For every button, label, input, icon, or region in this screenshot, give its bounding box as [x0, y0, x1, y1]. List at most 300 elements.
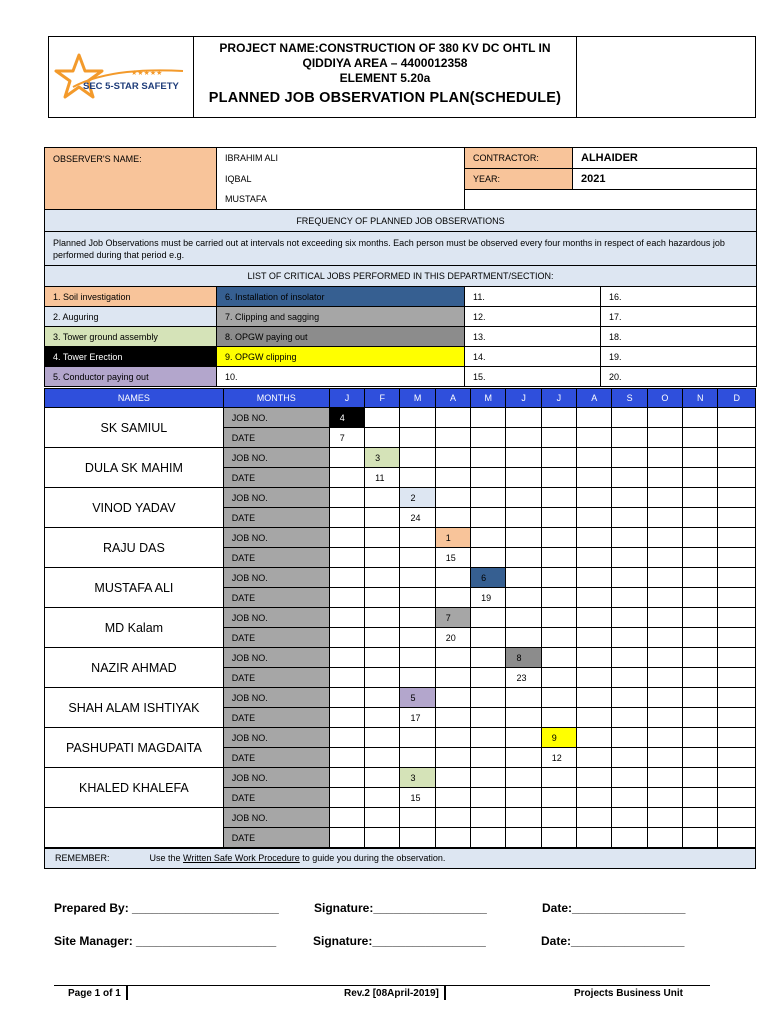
critical-job-19: 19. [601, 347, 757, 367]
date-cell[interactable] [718, 508, 756, 528]
date-cell[interactable] [435, 828, 470, 848]
job-cell[interactable] [329, 728, 364, 748]
date-cell[interactable] [683, 548, 718, 568]
signature-line-1[interactable]: Signature:_________________ [314, 901, 487, 915]
job-no-label: JOB NO. [223, 728, 329, 748]
date-cell[interactable]: 24 [400, 508, 435, 528]
job-cell[interactable] [541, 768, 576, 788]
job-cell[interactable] [329, 768, 364, 788]
date-cell[interactable]: 17 [400, 708, 435, 728]
date-cell[interactable] [612, 428, 647, 448]
date-cell[interactable] [683, 428, 718, 448]
date-cell[interactable] [329, 508, 364, 528]
person-name: PASHUPATI MAGDAITA [45, 728, 224, 768]
date-cell[interactable] [683, 628, 718, 648]
date-cell[interactable] [577, 508, 612, 528]
date-cell[interactable] [647, 788, 682, 808]
job-cell[interactable] [612, 448, 647, 468]
date-cell[interactable] [541, 468, 576, 488]
date-cell[interactable] [506, 788, 541, 808]
job-cell[interactable] [365, 768, 400, 788]
job-cell[interactable] [400, 568, 435, 588]
date-cell[interactable] [647, 468, 682, 488]
job-cell[interactable] [400, 648, 435, 668]
date-cell[interactable] [577, 588, 612, 608]
job-cell[interactable] [329, 448, 364, 468]
date-cell[interactable] [365, 788, 400, 808]
date-cell[interactable] [329, 708, 364, 728]
date-cell[interactable] [647, 628, 682, 648]
date-cell[interactable] [471, 668, 506, 688]
date-cell[interactable] [718, 668, 756, 688]
job-cell[interactable] [612, 728, 647, 748]
date-cell[interactable] [541, 708, 576, 728]
date-cell[interactable] [435, 708, 470, 728]
job-cell[interactable] [683, 528, 718, 548]
blank-cell [465, 190, 757, 210]
date-cell[interactable] [683, 708, 718, 728]
job-cell[interactable] [683, 768, 718, 788]
project-title-cell [194, 37, 577, 117]
date-cell[interactable] [471, 428, 506, 448]
date-cell[interactable] [435, 588, 470, 608]
job-cell[interactable] [577, 568, 612, 588]
job-cell[interactable] [577, 688, 612, 708]
job-row [45, 528, 756, 548]
job-cell[interactable] [506, 568, 541, 588]
job-cell[interactable] [506, 408, 541, 428]
person-name: DULA SK MAHIM [45, 448, 224, 488]
date-cell[interactable] [365, 828, 400, 848]
observer-name-3: MUSTAFA [217, 190, 465, 210]
date-cell[interactable] [577, 708, 612, 728]
job-cell[interactable] [718, 568, 756, 588]
critical-job-17: 17. [601, 307, 757, 327]
job-cell[interactable] [683, 448, 718, 468]
job-cell[interactable] [400, 448, 435, 468]
date-cell[interactable] [541, 508, 576, 528]
months-header: MONTHS [223, 389, 329, 408]
job-cell[interactable] [718, 808, 756, 828]
job-cell[interactable] [329, 808, 364, 828]
job-cell[interactable] [435, 488, 470, 508]
job-cell[interactable] [647, 488, 682, 508]
job-cell[interactable] [541, 608, 576, 628]
date-cell[interactable] [365, 668, 400, 688]
signature-line-2[interactable]: Signature:_________________ [313, 934, 486, 948]
date-cell[interactable] [506, 828, 541, 848]
date-cell[interactable] [329, 748, 364, 768]
date-cell[interactable] [471, 548, 506, 568]
date-cell[interactable]: 11 [365, 468, 400, 488]
job-cell[interactable] [365, 648, 400, 668]
job-cell[interactable] [541, 408, 576, 428]
job-cell[interactable] [577, 408, 612, 428]
date-cell[interactable] [541, 428, 576, 448]
date-cell[interactable] [400, 468, 435, 488]
job-cell[interactable] [400, 808, 435, 828]
job-cell[interactable] [647, 448, 682, 468]
job-cell[interactable] [471, 768, 506, 788]
date-cell[interactable] [577, 628, 612, 648]
job-cell[interactable] [506, 768, 541, 788]
date-cell[interactable] [612, 468, 647, 488]
remember-label: REMEMBER: [55, 853, 110, 863]
date-cell[interactable] [435, 668, 470, 688]
job-cell[interactable] [541, 488, 576, 508]
date-cell[interactable] [400, 588, 435, 608]
job-cell[interactable] [577, 808, 612, 828]
date-cell[interactable] [577, 428, 612, 448]
job-cell[interactable] [471, 728, 506, 748]
date-cell[interactable] [400, 828, 435, 848]
job-cell[interactable] [365, 688, 400, 708]
date-cell[interactable] [400, 748, 435, 768]
safe-work-procedure-link[interactable]: Written Safe Work Procedure [183, 853, 300, 863]
job-cell[interactable] [329, 648, 364, 668]
job-cell[interactable] [435, 408, 470, 428]
date-cell[interactable] [577, 748, 612, 768]
job-cell[interactable]: 7 [435, 608, 470, 628]
date-cell[interactable] [718, 788, 756, 808]
date-cell[interactable] [435, 788, 470, 808]
job-cell[interactable]: 5 [400, 688, 435, 708]
date-label: DATE [223, 668, 329, 688]
date-cell[interactable] [506, 508, 541, 528]
job-row [45, 648, 756, 668]
date-cell[interactable] [471, 508, 506, 528]
date-cell[interactable] [400, 668, 435, 688]
date-cell[interactable] [365, 508, 400, 528]
date-cell[interactable] [612, 548, 647, 568]
date-cell[interactable] [471, 628, 506, 648]
date-cell[interactable] [541, 668, 576, 688]
job-cell[interactable] [506, 528, 541, 548]
job-cell[interactable] [435, 728, 470, 748]
date-cell[interactable] [647, 668, 682, 688]
job-cell[interactable] [683, 568, 718, 588]
job-cell[interactable] [435, 568, 470, 588]
date-cell[interactable] [718, 548, 756, 568]
date-cell[interactable]: 7 [329, 428, 364, 448]
job-cell[interactable] [647, 688, 682, 708]
date-cell[interactable] [506, 428, 541, 448]
footer-left-mark [126, 986, 128, 1000]
date-cell[interactable] [577, 468, 612, 488]
job-cell[interactable] [506, 688, 541, 708]
job-cell[interactable] [471, 528, 506, 548]
date-cell[interactable] [683, 828, 718, 848]
job-cell[interactable] [718, 688, 756, 708]
job-cell[interactable]: 6 [471, 568, 506, 588]
remember-pre: Use the [149, 853, 184, 863]
date-cell[interactable] [471, 828, 506, 848]
date-cell[interactable]: 20 [435, 628, 470, 648]
job-cell[interactable] [718, 448, 756, 468]
job-cell[interactable] [471, 608, 506, 628]
date-cell[interactable] [718, 708, 756, 728]
date-cell[interactable] [329, 668, 364, 688]
date-cell[interactable] [612, 668, 647, 688]
job-cell[interactable] [647, 808, 682, 828]
job-cell[interactable] [577, 768, 612, 788]
job-cell[interactable] [647, 408, 682, 428]
site-manager-line[interactable]: Site Manager: _____________________ [54, 934, 277, 948]
job-cell[interactable] [577, 728, 612, 748]
date-cell[interactable] [329, 628, 364, 648]
date-cell[interactable] [647, 748, 682, 768]
job-cell[interactable] [683, 648, 718, 668]
job-cell[interactable] [718, 408, 756, 428]
job-cell[interactable] [718, 608, 756, 628]
job-cell[interactable] [471, 488, 506, 508]
job-cell[interactable] [365, 488, 400, 508]
observer-table [44, 147, 757, 387]
grid-header-row [45, 389, 756, 408]
job-cell[interactable] [683, 408, 718, 428]
job-cell[interactable] [612, 768, 647, 788]
job-cell[interactable] [435, 808, 470, 828]
date-cell[interactable] [612, 508, 647, 528]
job-cell[interactable] [612, 608, 647, 628]
job-cell[interactable] [541, 568, 576, 588]
job-cell[interactable] [365, 728, 400, 748]
job-cell[interactable] [506, 608, 541, 628]
date-cell[interactable] [647, 428, 682, 448]
date-cell[interactable] [612, 748, 647, 768]
date-cell[interactable]: 19 [471, 588, 506, 608]
job-cell[interactable] [329, 568, 364, 588]
job-cell[interactable] [506, 488, 541, 508]
date-cell[interactable] [577, 828, 612, 848]
job-cell[interactable] [329, 688, 364, 708]
date-cell[interactable]: 15 [435, 548, 470, 568]
date-cell[interactable] [683, 748, 718, 768]
job-cell[interactable] [577, 648, 612, 668]
logo-cell [49, 37, 194, 117]
date-line-2[interactable]: Date:_________________ [541, 934, 685, 948]
job-cell[interactable] [647, 528, 682, 548]
date-cell[interactable]: 15 [400, 788, 435, 808]
date-cell[interactable] [506, 708, 541, 728]
job-cell[interactable]: 2 [400, 488, 435, 508]
job-cell[interactable] [329, 528, 364, 548]
date-cell[interactable] [329, 468, 364, 488]
critical-job-3: 3. Tower ground assembly [45, 327, 217, 347]
year-value: 2021 [573, 169, 757, 190]
date-cell[interactable] [400, 428, 435, 448]
job-cell[interactable] [612, 408, 647, 428]
job-cell[interactable] [612, 648, 647, 668]
date-cell[interactable] [506, 748, 541, 768]
date-cell[interactable] [435, 748, 470, 768]
date-cell[interactable] [365, 548, 400, 568]
date-cell[interactable] [683, 668, 718, 688]
job-cell[interactable] [683, 608, 718, 628]
job-cell[interactable] [471, 448, 506, 468]
date-cell[interactable] [612, 828, 647, 848]
date-cell[interactable] [718, 468, 756, 488]
job-cell[interactable]: 3 [365, 448, 400, 468]
element-code: ELEMENT 5.20a [339, 71, 431, 85]
date-cell[interactable]: 23 [506, 668, 541, 688]
job-cell[interactable] [647, 728, 682, 748]
date-cell[interactable] [471, 708, 506, 728]
observer-label: OBSERVER'S NAME: [45, 148, 217, 210]
date-cell[interactable] [612, 708, 647, 728]
date-cell[interactable] [506, 588, 541, 608]
person-name [45, 808, 224, 848]
date-cell[interactable] [471, 788, 506, 808]
date-cell[interactable] [577, 668, 612, 688]
date-cell[interactable] [718, 828, 756, 848]
date-cell[interactable] [541, 788, 576, 808]
job-cell[interactable] [718, 528, 756, 548]
job-cell[interactable] [683, 488, 718, 508]
date-cell[interactable] [683, 788, 718, 808]
date-cell[interactable] [435, 468, 470, 488]
job-cell[interactable] [541, 688, 576, 708]
job-cell[interactable] [435, 448, 470, 468]
date-cell[interactable] [647, 508, 682, 528]
date-cell[interactable] [647, 588, 682, 608]
date-cell[interactable] [612, 788, 647, 808]
job-cell[interactable] [683, 728, 718, 748]
job-cell[interactable] [471, 648, 506, 668]
date-cell[interactable] [541, 588, 576, 608]
job-cell[interactable] [718, 648, 756, 668]
date-cell[interactable] [400, 628, 435, 648]
job-cell[interactable] [612, 528, 647, 548]
date-cell[interactable] [612, 588, 647, 608]
date-cell[interactable] [435, 428, 470, 448]
date-cell[interactable] [718, 628, 756, 648]
job-cell[interactable] [471, 688, 506, 708]
prepared-by-line[interactable]: Prepared By: ______________________ [54, 901, 279, 915]
job-cell[interactable] [612, 808, 647, 828]
date-cell[interactable] [577, 548, 612, 568]
job-cell[interactable] [647, 768, 682, 788]
date-cell[interactable] [506, 628, 541, 648]
job-cell[interactable] [718, 768, 756, 788]
date-cell[interactable] [506, 548, 541, 568]
job-cell[interactable] [541, 808, 576, 828]
job-cell[interactable]: 8 [506, 648, 541, 668]
job-cell[interactable] [506, 808, 541, 828]
job-cell[interactable]: 3 [400, 768, 435, 788]
job-cell[interactable] [329, 488, 364, 508]
date-label: DATE [223, 788, 329, 808]
date-cell[interactable] [541, 828, 576, 848]
job-row [45, 808, 756, 828]
date-cell[interactable] [577, 788, 612, 808]
date-cell[interactable] [329, 548, 364, 568]
job-cell[interactable] [718, 728, 756, 748]
date-cell[interactable] [541, 548, 576, 568]
date-label: DATE [223, 828, 329, 848]
revision: Rev.2 [08April-2019] [344, 988, 439, 999]
job-cell[interactable] [400, 528, 435, 548]
date-cell[interactable] [683, 468, 718, 488]
job-cell[interactable] [400, 728, 435, 748]
job-cell[interactable] [577, 488, 612, 508]
job-cell[interactable] [400, 408, 435, 428]
date-cell[interactable] [541, 628, 576, 648]
date-cell[interactable] [683, 588, 718, 608]
date-cell[interactable]: 12 [541, 748, 576, 768]
date-cell[interactable] [329, 788, 364, 808]
job-cell[interactable] [506, 728, 541, 748]
date-cell[interactable] [718, 588, 756, 608]
date-cell[interactable] [365, 588, 400, 608]
date-cell[interactable] [506, 468, 541, 488]
job-cell[interactable] [647, 568, 682, 588]
date-cell[interactable] [612, 628, 647, 648]
job-cell[interactable] [612, 568, 647, 588]
job-cell[interactable] [365, 528, 400, 548]
job-cell[interactable] [683, 688, 718, 708]
job-cell[interactable] [541, 528, 576, 548]
job-cell[interactable] [647, 608, 682, 628]
date-cell[interactable] [329, 588, 364, 608]
job-no-label: JOB NO. [223, 488, 329, 508]
project-name-line1: PROJECT NAME:CONSTRUCTION OF 380 KV DC OHTL IN [219, 41, 551, 55]
date-cell[interactable] [718, 428, 756, 448]
job-cell[interactable] [435, 688, 470, 708]
job-cell[interactable] [471, 808, 506, 828]
job-cell[interactable] [647, 648, 682, 668]
job-cell[interactable] [577, 448, 612, 468]
date-cell[interactable] [329, 828, 364, 848]
job-cell[interactable] [400, 608, 435, 628]
job-cell[interactable] [506, 448, 541, 468]
date-line-1[interactable]: Date:_________________ [542, 901, 686, 915]
date-cell[interactable] [365, 628, 400, 648]
date-cell[interactable] [683, 508, 718, 528]
job-cell[interactable] [365, 808, 400, 828]
date-cell[interactable] [365, 428, 400, 448]
job-cell[interactable] [718, 488, 756, 508]
date-cell[interactable] [400, 548, 435, 568]
job-cell[interactable]: 9 [541, 728, 576, 748]
date-cell[interactable] [471, 748, 506, 768]
job-cell[interactable] [435, 768, 470, 788]
date-cell[interactable] [435, 508, 470, 528]
job-cell[interactable] [683, 808, 718, 828]
job-cell[interactable] [435, 648, 470, 668]
date-cell[interactable] [647, 828, 682, 848]
job-cell[interactable] [577, 608, 612, 628]
date-cell[interactable] [365, 708, 400, 728]
job-cell[interactable]: 1 [435, 528, 470, 548]
date-cell[interactable] [471, 468, 506, 488]
date-cell[interactable] [718, 748, 756, 768]
job-cell[interactable] [612, 688, 647, 708]
job-cell[interactable] [365, 608, 400, 628]
job-cell[interactable] [365, 568, 400, 588]
job-cell[interactable] [541, 648, 576, 668]
job-cell[interactable] [577, 528, 612, 548]
date-cell[interactable] [365, 748, 400, 768]
job-cell[interactable] [329, 608, 364, 628]
job-cell[interactable] [612, 488, 647, 508]
date-cell[interactable] [647, 548, 682, 568]
job-cell[interactable] [541, 448, 576, 468]
date-cell[interactable] [647, 708, 682, 728]
job-cell[interactable]: 4 [329, 408, 364, 428]
job-cell[interactable] [471, 408, 506, 428]
job-cell[interactable] [365, 408, 400, 428]
